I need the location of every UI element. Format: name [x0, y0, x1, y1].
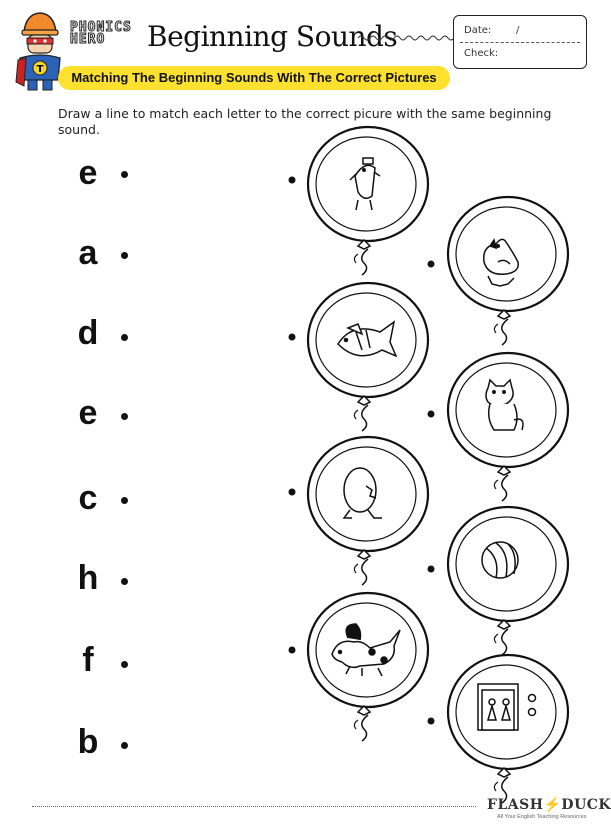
picture-dot[interactable] — [428, 411, 435, 418]
footer-divider — [32, 806, 476, 807]
picture-dot[interactable] — [289, 334, 296, 341]
letter-1: e — [78, 154, 98, 192]
balloon-elevator[interactable] — [428, 655, 569, 803]
balloon-ball[interactable] — [428, 507, 569, 655]
footer-brand-left: FLASH — [487, 797, 544, 813]
balloon-egg[interactable] — [289, 437, 429, 585]
picture-dot[interactable] — [289, 177, 296, 184]
letter-5: c — [78, 479, 98, 517]
letter-8: b — [77, 723, 99, 761]
picture-dot[interactable] — [428, 718, 435, 725]
subtitle-banner: Matching The Beginning Sounds With The Correct Pictures — [58, 66, 450, 90]
letter-7: f — [82, 641, 94, 679]
balloon-cat[interactable] — [428, 353, 569, 501]
svg-text:T: T — [36, 64, 44, 75]
letter-3: d — [77, 314, 99, 352]
balloon-alligator[interactable] — [289, 127, 429, 275]
page-title: Beginning Sounds — [147, 20, 398, 53]
picture-dot[interactable] — [289, 489, 296, 496]
picture-dot[interactable] — [289, 647, 296, 654]
ball-icon — [482, 542, 518, 578]
date-separator: / — [516, 25, 520, 36]
picture-dot[interactable] — [428, 566, 435, 573]
balloon-dog[interactable] — [289, 593, 429, 741]
brand-line-2: HERO — [70, 32, 106, 47]
footer-tagline: All Your English Teaching Resources — [497, 814, 587, 820]
footer-brand-right: DUCK — [561, 797, 611, 813]
balloon-hen[interactable] — [428, 197, 569, 345]
letter-6: h — [77, 559, 99, 597]
footer-brand — [487, 797, 611, 813]
bolt-icon: ⚡ — [543, 797, 562, 813]
date-label: Date: — [464, 25, 492, 36]
picture-dot[interactable] — [428, 261, 435, 268]
brand-line-1: PHONICS — [70, 20, 132, 35]
instructions: Draw a line to match each letter to the correct picure with the same beginning sound. — [58, 106, 552, 137]
letter-4: e — [78, 394, 98, 432]
balloon-fish[interactable] — [289, 283, 429, 431]
check-label: Check: — [464, 48, 499, 59]
letter-2: a — [78, 234, 98, 272]
